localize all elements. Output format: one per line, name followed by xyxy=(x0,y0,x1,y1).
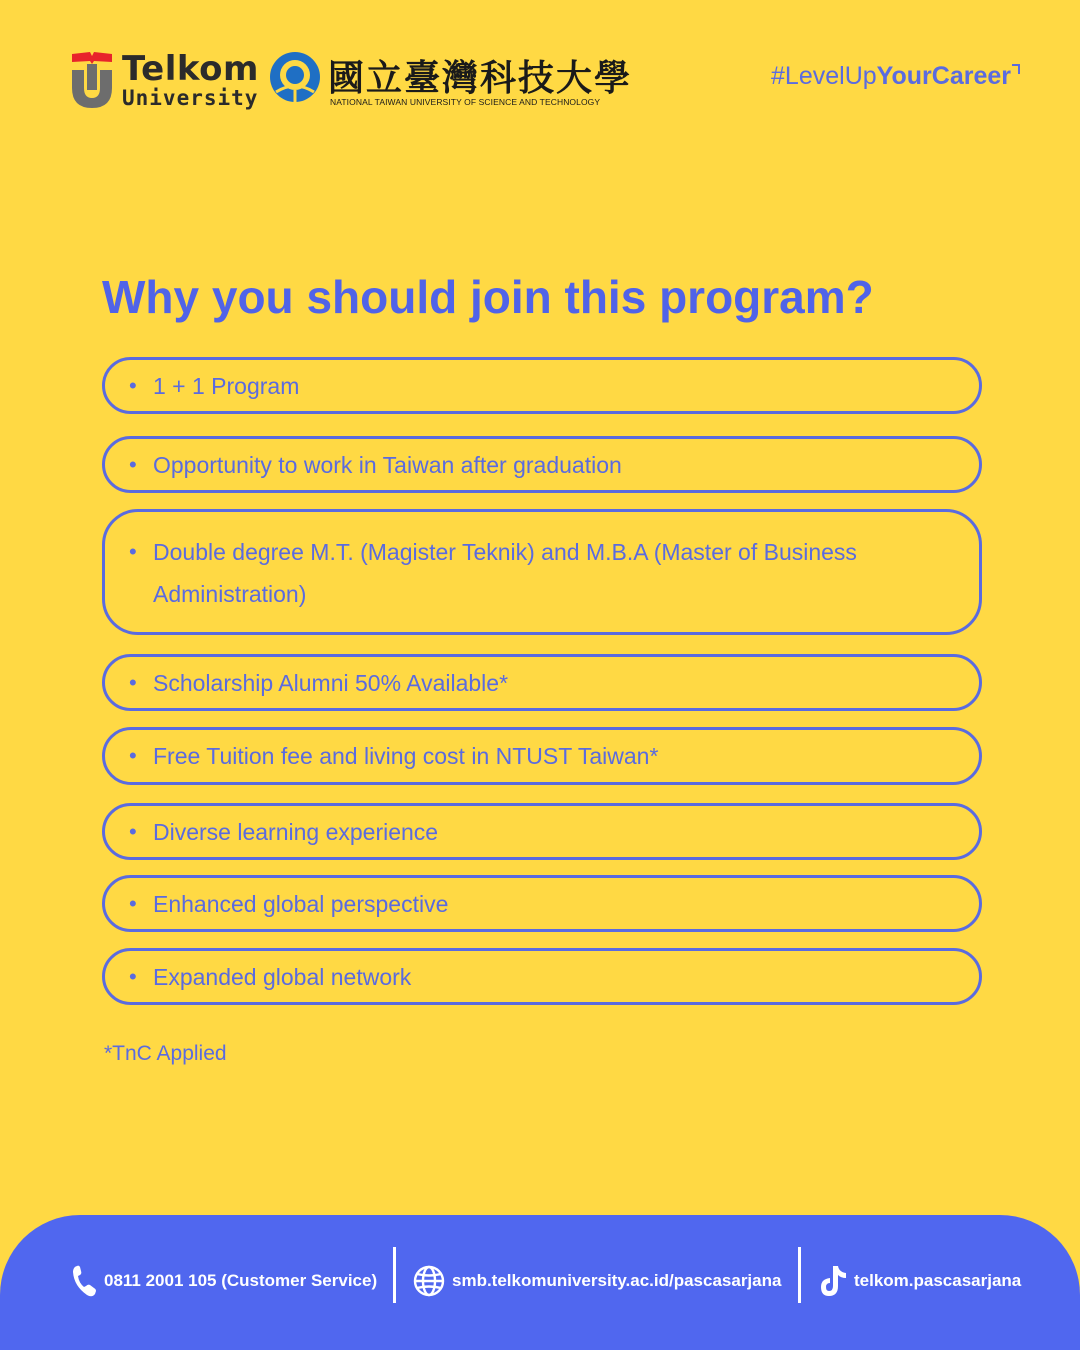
benefit-text: Double degree M.T. (Magister Teknik) and M.B.A (Master of Business Administration) xyxy=(153,539,857,607)
bullet: • xyxy=(129,964,137,989)
bullet: • xyxy=(129,670,137,695)
header xyxy=(70,46,1020,116)
ntust-logo-mark xyxy=(268,50,322,108)
bullet: • xyxy=(129,452,137,477)
contact-website[interactable] xyxy=(412,1261,781,1301)
contact-tiktok[interactable] xyxy=(818,1261,1021,1301)
globe-icon xyxy=(412,1264,446,1298)
tiktok-text: telkom.pascasarjana xyxy=(854,1271,1022,1290)
tiktok-icon xyxy=(818,1264,848,1298)
ntust-logo-chinese: 國立臺灣科技大學 xyxy=(328,58,633,99)
benefit-text: Expanded global network xyxy=(153,964,412,990)
phone-text: 0811 2001 105 (Customer Service) xyxy=(104,1271,378,1290)
website-text: smb.telkomuniversity.ac.id/pascasarjana xyxy=(452,1271,782,1290)
benefit-item xyxy=(102,357,982,414)
footer-divider xyxy=(798,1247,801,1303)
ntust-logo-english: NATIONAL TAIWAN UNIVERSITY OF SCIENCE AND TECHNOLOGY xyxy=(330,97,601,107)
benefit-item xyxy=(102,509,982,635)
page-title: Why you should join this program? xyxy=(102,271,874,323)
benefit-text: Diverse learning experience xyxy=(153,819,439,845)
bullet: • xyxy=(129,539,137,564)
tnc-note: *TnC Applied xyxy=(104,1042,227,1065)
benefit-item xyxy=(102,654,982,711)
benefit-item xyxy=(102,875,982,932)
hashtag-bold: YourCareer xyxy=(876,62,1011,90)
benefit-text: Free Tuition fee and living cost in NTUST Taiwan* xyxy=(153,743,659,769)
telkom-logo-mark xyxy=(70,48,114,110)
benefit-text: Scholarship Alumni 50% Available* xyxy=(153,670,509,696)
benefit-item xyxy=(102,436,982,493)
hashtag-regular: #LevelUp xyxy=(771,62,877,90)
bullet: • xyxy=(129,373,137,398)
footer xyxy=(0,1215,1080,1350)
ntust-logo xyxy=(268,50,633,110)
telkom-logo-sub: University xyxy=(122,86,259,110)
benefit-text: Enhanced global perspective xyxy=(153,891,449,917)
footer-divider xyxy=(393,1247,396,1303)
contact-phone[interactable] xyxy=(72,1261,377,1301)
bullet: • xyxy=(129,743,137,768)
benefit-text: 1 + 1 Program xyxy=(153,373,300,399)
bullet: • xyxy=(129,819,137,844)
telkom-university-logo xyxy=(70,48,259,112)
corner-mark-icon xyxy=(1012,64,1020,74)
telkom-logo-name: Telkom xyxy=(122,49,259,89)
bullet: • xyxy=(129,891,137,916)
benefit-text: Opportunity to work in Taiwan after graduation xyxy=(153,452,622,478)
hashtag xyxy=(771,62,1020,91)
benefit-item xyxy=(102,803,982,860)
benefit-item xyxy=(102,948,982,1005)
phone-icon xyxy=(72,1264,98,1298)
benefit-item xyxy=(102,727,982,785)
